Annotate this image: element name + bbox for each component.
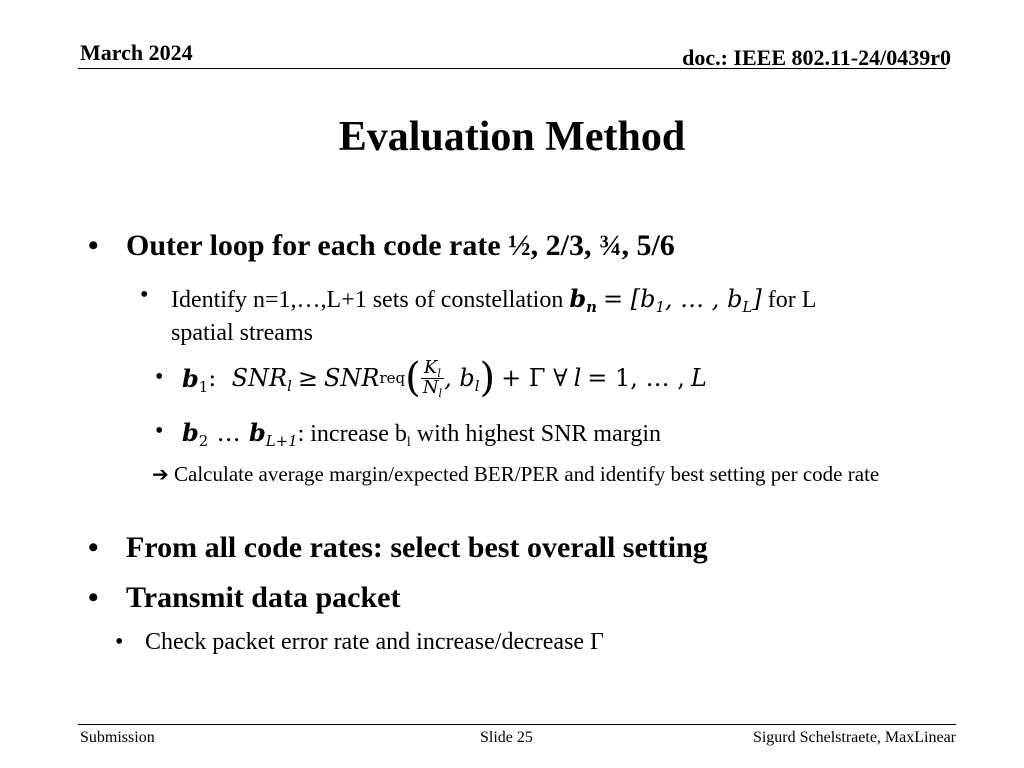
footer-author: Sigurd Schelstraete, MaxLinear xyxy=(752,729,956,746)
header-divider xyxy=(78,68,946,69)
identify-math-bn: $b_n$ xyxy=(569,284,597,317)
sub-bullet-check: Check packet error rate and increase/decrease Γ xyxy=(145,629,604,655)
footer-divider xyxy=(78,724,956,725)
bullet-outer-loop: Outer loop for each code rate ½, 2/3, ¾, 5/6 xyxy=(126,229,675,262)
sub-bullet-b2: $b_2$ … $b_{L+1}$: increase $b_l$ with highest SNR margin xyxy=(182,418,661,451)
footer-slide-number: Slide 25 xyxy=(480,729,533,746)
bullet-transmit: Transmit data packet xyxy=(126,581,401,614)
sub-bullet-dot: • xyxy=(155,364,164,390)
identify-tail: for L xyxy=(767,287,817,313)
sub-bullet-dot: • xyxy=(140,282,149,308)
b1-label: $b_1$ xyxy=(182,363,209,396)
sub-bullet-identify xyxy=(171,282,931,350)
arrow-right-icon: ➔ xyxy=(152,462,169,486)
bullet-from-all: From all code rates: select best overall setting xyxy=(126,531,708,564)
bullet-dot: • xyxy=(88,229,99,262)
calc-note: ➔ Calculate average margin/expected BER/PER and identify best setting per code rate xyxy=(152,462,880,486)
header-date: March 2024 xyxy=(80,40,193,65)
footer-submission: Submission xyxy=(80,729,155,746)
identify-tail-2: spatial streams xyxy=(171,320,313,346)
bullet-dot: • xyxy=(88,531,99,564)
slide-title: Evaluation Method xyxy=(338,114,686,160)
sub-bullet-dot: • xyxy=(155,418,164,444)
sub-bullet-dot: • xyxy=(115,629,124,655)
identify-text: Identify n=1,…,L+1 sets of constellation xyxy=(171,287,564,313)
fraction-kl-nl: $\frac{K_l}{N_l}$ xyxy=(422,356,443,400)
identify-math-rhs: = [$b_1$, … , $b_L$] xyxy=(602,285,762,317)
formula-b1: $b_1$ : $SNR_l$ ≥ SNR req ( $\frac{K_l}{N_l}$ , $b_l$ ) + Γ ∀ l = 1, … , L xyxy=(182,355,707,401)
b2-label: $b_2$ … $b_{L+1}$ xyxy=(182,418,298,451)
bullet-dot: • xyxy=(88,581,99,614)
header-doc-id: doc.: IEEE 802.11-24/0439r0 xyxy=(682,45,951,70)
